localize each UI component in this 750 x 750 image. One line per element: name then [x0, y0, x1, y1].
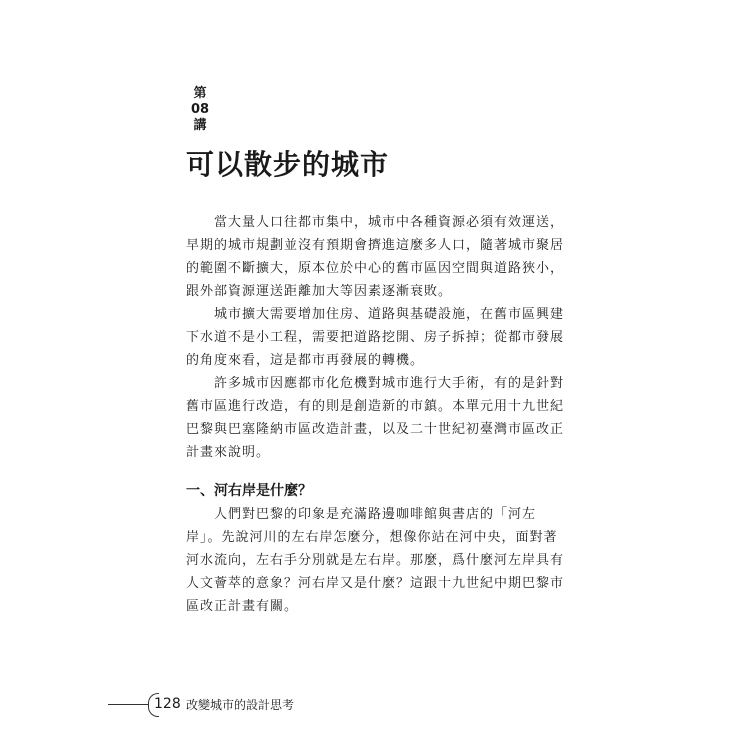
intro-paragraph-3	[186, 372, 565, 464]
text-line: 當大量人口往都市集中，城市中各種資源必須有效運送，	[186, 215, 565, 230]
chapter-title: 可以散步的城市	[186, 148, 390, 181]
text-line: 岸」。先說河川的左右岸怎麼分，想像你站在河中央，面對著	[186, 530, 558, 545]
lecture-marker-number: 08	[190, 102, 210, 117]
text-line: 人們對巴黎的印象是充滿路邊咖啡館與書店的「河左	[186, 507, 537, 522]
text-line: 早期的城市規劃並沒有預期會擠進這麼多人口，隨著城市聚居	[186, 238, 565, 253]
text-line: 區改正計畫有關。	[186, 599, 299, 614]
text-line: 許多城市因應都市化危機對城市進行大手術，有的是針對	[186, 376, 565, 391]
text-line: 的角度來看，這是都市再發展的轉機。	[186, 353, 425, 368]
section-text	[186, 503, 565, 618]
intro-paragraph-1	[186, 211, 565, 303]
text-line: 跟外部資源運送距離加大等因素逐漸衰敗。	[186, 284, 453, 299]
footer-rule	[108, 704, 148, 705]
lecture-marker-suffix: 講	[193, 118, 207, 133]
page-footer	[108, 691, 428, 719]
text-line: 巴黎與巴塞隆納市區改造計畫，以及二十世紀初臺灣市區改正	[186, 422, 565, 437]
text-line: 河水流向，左右手分別就是左右岸。那麼，爲什麼河左岸具有	[186, 553, 565, 568]
intro-paragraph-2	[186, 303, 565, 372]
page-number: 128	[154, 696, 181, 712]
text-line: 計畫來說明。	[186, 445, 271, 460]
intro-text	[186, 211, 565, 464]
section-paragraph	[186, 503, 565, 618]
running-book-title: 改變城市的設計思考	[186, 698, 295, 712]
section-heading: 一、河右岸是什麼？	[186, 483, 312, 499]
text-line: 下水道不是小工程，需要把道路挖開、房子拆掉；從都市發展	[186, 330, 565, 345]
lecture-marker-prefix: 第	[193, 86, 207, 101]
text-line: 人文薈萃的意象？河右岸又是什麼？這跟十九世紀中期巴黎市	[186, 576, 565, 591]
text-line: 的範圍不斷擴大，原本位於中心的舊市區因空間與道路狹小，	[186, 261, 565, 276]
text-line: 城市擴大需要增加住房、道路與基礎設施，在舊市區興建	[186, 307, 565, 322]
lecture-number-marker	[188, 86, 212, 134]
text-line: 舊市區進行改造，有的則是創造新的市鎮。本單元用十九世紀	[186, 399, 565, 414]
